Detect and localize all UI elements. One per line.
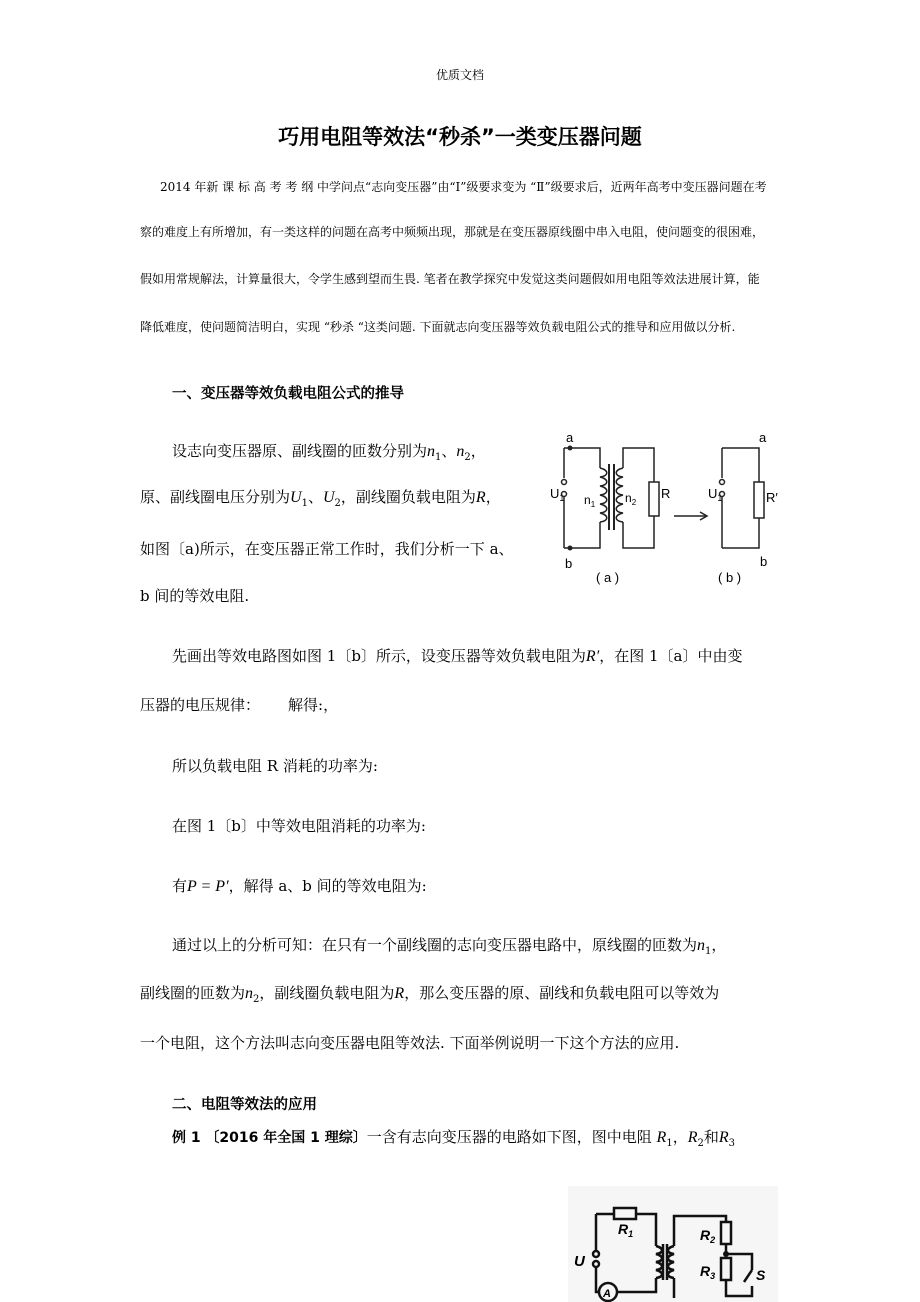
label-node-a-b: a xyxy=(759,430,767,445)
label-r1-sub: 1 xyxy=(628,1229,634,1239)
label-r: R xyxy=(661,486,671,501)
label-r1-text: R xyxy=(618,1221,629,1237)
label-n2-sub: 2 xyxy=(631,498,637,507)
separator: 、 xyxy=(441,442,457,460)
para2-text: 先画出等效电路图如图 1〔b〕所示，设变压器等效负载电阻为 xyxy=(172,647,586,665)
example-text: 一含有志向变压器的电路如下图，图中电阻 xyxy=(366,1128,652,1146)
intro-line-4: 降低难度，使问题简洁明白，实现 “秒杀 “这类问题. 下面就志向变压器等效负载电阻公式的推导和应用做以分析. xyxy=(140,320,736,334)
para1-line-4: b 间的等效电阻. xyxy=(140,587,250,605)
example-circuit-figure xyxy=(568,1186,778,1302)
section-1-heading: 一、变压器等效负载电阻公式的推导 xyxy=(172,386,404,402)
para6-text: ，副线圈负载电阻为 xyxy=(259,984,395,1002)
para5-text: ，解得 a、b 间的等效电阻为: xyxy=(228,877,427,895)
para6-line-1 xyxy=(172,934,726,957)
label-node-b: b xyxy=(565,556,573,571)
conjunction: 和 xyxy=(703,1128,719,1146)
arrow xyxy=(674,512,707,520)
para3: 所以负载电阻 R 消耗的功率为: xyxy=(172,757,378,775)
subscript: 2 xyxy=(253,994,260,1005)
circuit-b xyxy=(720,448,765,548)
equation-p: P = P′ xyxy=(187,878,229,895)
label-node-b-b: b xyxy=(760,554,768,569)
var-u: U xyxy=(322,489,335,506)
caption-b: ( b ) xyxy=(718,570,742,585)
para6-line-3: 一个电阻，这个方法叫志向变压器电阻等效法. 下面举例说明一下这个方法的应用. xyxy=(140,1034,680,1052)
var-n: n xyxy=(456,443,465,460)
para6-text: 副线圈的匝数为 xyxy=(140,984,246,1002)
label-r2-sub: 2 xyxy=(710,1235,716,1245)
para1-text: 原、副线圈电压分别为 xyxy=(140,488,291,506)
label-u: U xyxy=(574,1253,585,1270)
junction-dot xyxy=(723,1251,729,1257)
para6-text: ，那么变压器的原、副线和负载电阻可以等效为 xyxy=(404,984,720,1002)
subscript: 2 xyxy=(697,1138,704,1149)
para2-line-1 xyxy=(172,645,742,666)
label-node-a: a xyxy=(566,430,574,445)
var-n: n xyxy=(245,985,254,1002)
label-n2-text: n xyxy=(625,491,632,505)
punctuation: ， xyxy=(485,488,501,506)
label-u1-b-text: U xyxy=(708,486,718,501)
subscript: 1 xyxy=(435,452,442,463)
var-r1: R xyxy=(656,1129,667,1146)
para6-line-2 xyxy=(140,982,719,1005)
subscript: 2 xyxy=(334,498,341,509)
label-r3-text: R xyxy=(700,1263,711,1279)
node-a-dot xyxy=(568,446,573,451)
example-source: 〔2016 年全国 1 理综〕 xyxy=(205,1130,367,1146)
para2-line-2 xyxy=(140,694,338,715)
label-u1 xyxy=(550,486,564,503)
para5-text: 有 xyxy=(172,877,188,895)
subscript: 2 xyxy=(464,452,471,463)
node-b-dot xyxy=(568,546,573,551)
separator: 、 xyxy=(307,488,323,506)
label-u1-sub: 1 xyxy=(559,493,565,503)
label-r3-sub: 3 xyxy=(710,1271,716,1281)
label-switch-s: S xyxy=(756,1267,766,1283)
var-u: U xyxy=(290,489,302,506)
section-2-heading: 二、电阻等效法的应用 xyxy=(172,1097,317,1113)
para2-text: ，在图 1〔a〕中由变 xyxy=(599,647,743,665)
para2-text: 解得:， xyxy=(288,696,339,714)
para1-line-1 xyxy=(172,440,486,463)
label-r2-text: R xyxy=(700,1227,711,1243)
para1-line-2 xyxy=(140,486,501,509)
label-u1-b xyxy=(708,486,722,503)
var-n: n xyxy=(697,937,706,954)
label-n1-text: n xyxy=(584,493,591,507)
page-header: 优质文档 xyxy=(435,68,484,82)
label-ammeter-a: A xyxy=(603,1288,611,1300)
var-r-prime: R′ xyxy=(585,648,600,665)
subscript: 1 xyxy=(666,1138,673,1149)
var-r3: R xyxy=(718,1129,729,1146)
subscript: 1 xyxy=(705,946,712,957)
subscript: 3 xyxy=(728,1138,736,1149)
var-r: R xyxy=(475,489,486,506)
var-n: n xyxy=(427,443,436,460)
para2-text: 压器的电压规律： xyxy=(140,696,261,714)
label-n1 xyxy=(584,493,596,509)
para1-text: 设志向变压器原、副线圈的匝数分别为 xyxy=(172,442,428,460)
document-title: 巧用电阻等效法“秒杀”一类变压器问题 xyxy=(278,125,642,149)
para6-text: 通过以上的分析可知：在只有一个副线圈的志向变压器电路中，原线圈的匝数为 xyxy=(172,936,698,954)
label-r-prime: R′ xyxy=(766,490,778,505)
para1-line-3: 如图〔a)所示，在变压器正常工作时，我们分析一下 a、 xyxy=(140,540,514,558)
example-1-line xyxy=(172,1126,735,1149)
caption-a: ( a ) xyxy=(596,570,620,585)
para1-text: ，副线圈负载电阻为 xyxy=(340,488,476,506)
para4: 在图 1〔b〕中等效电阻消耗的功率为: xyxy=(172,817,426,835)
punctuation: ， xyxy=(711,936,727,954)
var-r: R xyxy=(394,985,405,1002)
label-n1-sub: 1 xyxy=(590,500,596,509)
intro-line-1: 2014 年新 课 标 高 考 考 纲 中学问点“志向变压器”由“Ⅰ”级要求变为 “Ⅱ”级要求后，近两年高考中变压器问题在考 xyxy=(160,180,767,194)
punctuation: ， xyxy=(672,1128,688,1146)
transformer-circuit-figure xyxy=(548,430,780,595)
label-u1-text: U xyxy=(550,486,560,501)
intro-line-2: 察的难度上有所增加，有一类这样的问题在高考中频频出现，那就是在变压器原线圈中串入电阻，使问题变的很困难， xyxy=(140,225,765,239)
circuit-a xyxy=(562,448,660,548)
para5 xyxy=(172,875,427,896)
subscript: 1 xyxy=(301,498,308,509)
label-n2 xyxy=(625,491,637,507)
intro-line-3: 假如用常规解法，计算量很大，令学生感到望而生畏. 笔者在教学探究中发觉这类问题假如用电阻等效法进展计算，能 xyxy=(140,272,760,286)
punctuation: ， xyxy=(470,442,486,460)
label-u1-b-sub: 1 xyxy=(717,493,723,503)
example-label: 例 1 xyxy=(172,1130,201,1146)
var-r2: R xyxy=(687,1129,698,1146)
